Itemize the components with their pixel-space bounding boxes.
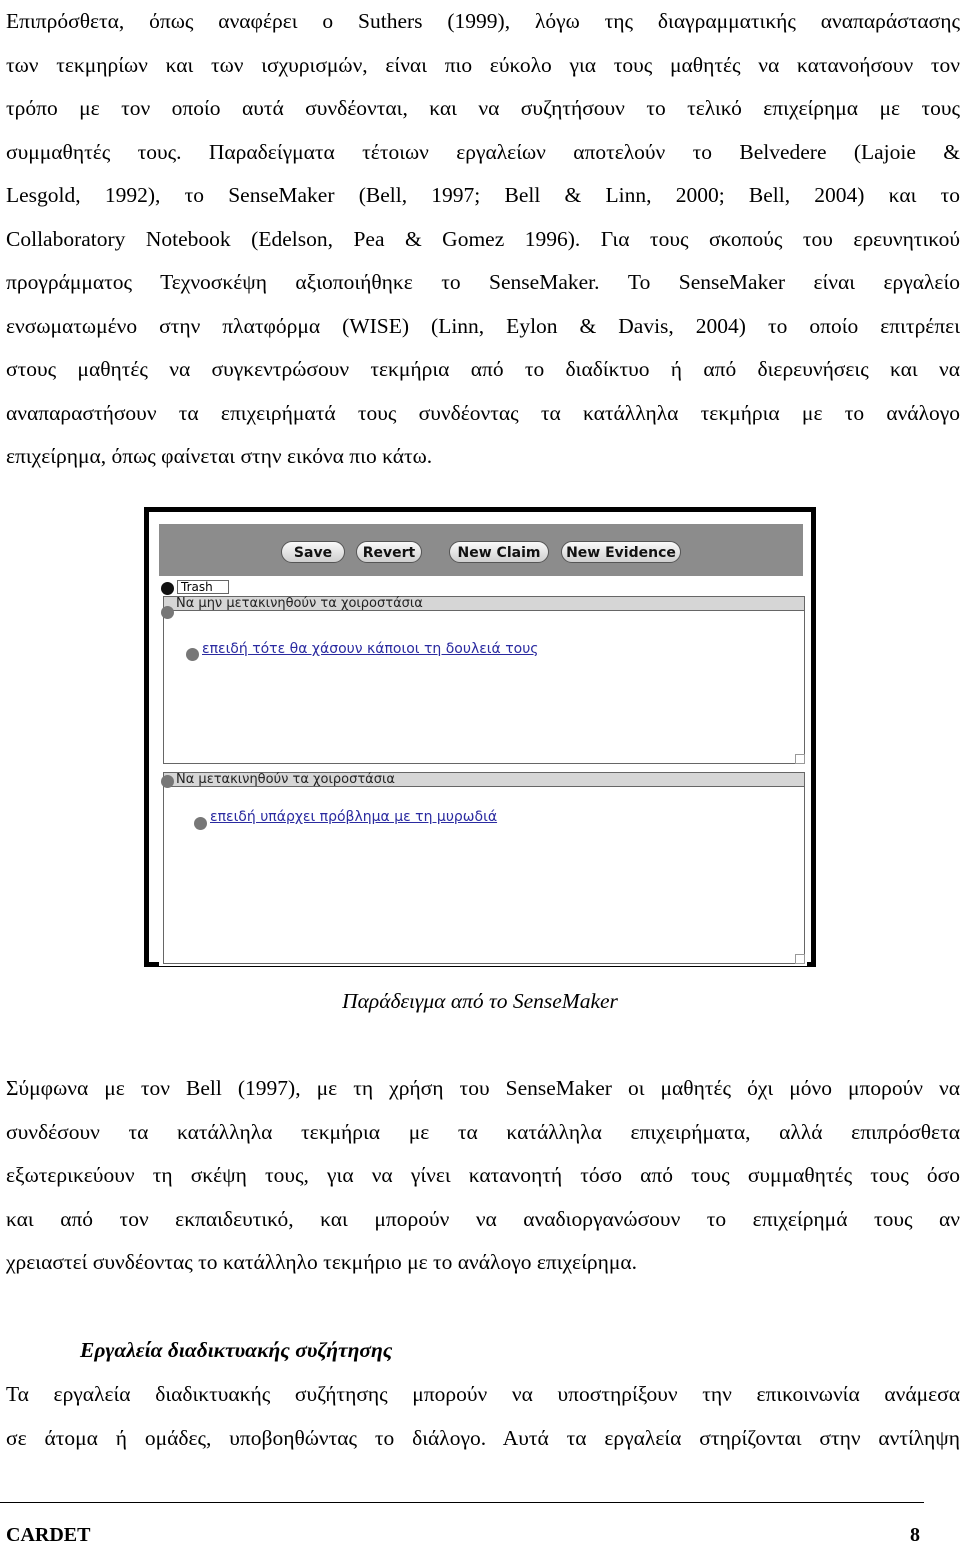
- text-line: των τεκμηρίων και των ισχυρισμών, είναι πιο εύκολο για τους μαθητές να κατανοήσουν τον: [6, 52, 960, 77]
- trash-dot-icon[interactable]: [161, 582, 174, 595]
- new-claim-button[interactable]: New Claim: [449, 541, 549, 563]
- footer-divider: [0, 1502, 924, 1503]
- claim-dot-icon[interactable]: [161, 775, 174, 788]
- claim-title[interactable]: Να μην μετακινηθούν τα χοιροστάσια: [164, 597, 804, 611]
- new-evidence-button[interactable]: New Evidence: [561, 541, 681, 563]
- text-line: προγράμματος Τεχνοσκέψη αξιοποιήθηκε το SenseMaker. Το SenseMaker είναι εργαλείο: [6, 270, 960, 294]
- claim-box[interactable]: [163, 596, 805, 764]
- text-line: συνδέσουν τα κατάλληλα τεκμήρια με τα κατάλληλα επιχειρήματα, αλλά επιπρόσθετα: [6, 1119, 960, 1144]
- revert-button[interactable]: Revert: [356, 541, 422, 563]
- evidence-dot-icon[interactable]: [194, 817, 207, 830]
- text-line: Σύμφωνα με τον Bell (1997), με τη χρήση του SenseMaker οι μαθητές όχι μόνο μπορούν να: [6, 1076, 960, 1100]
- text-line: Επιπρόσθετα, όπως αναφέρει ο Suthers (1999), λόγω της διαγραμματικής αναπαράστασης: [6, 9, 960, 33]
- text-line: αναπαραστήσουν τα επιχειρήματά τους συνδέοντας τα κατάλληλα τεκμήρια με το ανάλογο: [6, 400, 960, 425]
- sensemaker-canvas: [159, 576, 807, 966]
- save-button[interactable]: Save: [281, 541, 345, 563]
- claim-box[interactable]: [163, 772, 805, 964]
- page-number: 8: [910, 1524, 920, 1546]
- section-heading: Εργαλεία διαδικτυακής συζήτησης: [80, 1338, 393, 1362]
- resize-handle[interactable]: [795, 754, 805, 764]
- evidence-dot-icon[interactable]: [186, 648, 199, 661]
- evidence-link[interactable]: επειδή υπάρχει πρόβλημα με τη μυρωδιά: [210, 809, 498, 825]
- text-line: σε άτομα ή ομάδες, υποβοηθώντας το διάλογο. Αυτά τα εργαλεία στηρίζονται στην αντίληψη: [6, 1425, 960, 1450]
- resize-handle[interactable]: [795, 954, 805, 964]
- sensemaker-screenshot: [144, 507, 816, 967]
- text-line: Lesgold, 1992), το SenseMaker (Bell, 1997; Bell & Linn, 2000; Bell, 2004) και το: [6, 183, 960, 207]
- text-line: χρειαστεί συνδέοντας το κατάλληλο τεκμήριο με το ανάλογο επιχείρημα.: [6, 1250, 637, 1274]
- evidence-link[interactable]: επειδή τότε θα χάσουν κάποιοι τη δουλειά τους: [202, 641, 539, 657]
- paragraph-1: [6, 0, 960, 479]
- text-line: Τα εργαλεία διαδικτυακής συζήτησης μπορούν να υποστηρίξουν την επικοινωνία ανάμεσα: [6, 1382, 960, 1406]
- text-line: επιχείρημα, όπως φαίνεται στην εικόνα πιο κάτω.: [6, 444, 433, 468]
- text-line: ενσωματωμένο στην πλατφόρμα (WISE) (Linn, Eylon & Davis, 2004) το οποίο επιτρέπει: [6, 313, 960, 338]
- text-line: Collaboratory Notebook (Edelson, Pea & Gomez 1996). Για τους σκοπούς του ερευνητικού: [6, 226, 960, 251]
- paragraph-2: [6, 1067, 960, 1285]
- text-line: τρόπο με τον οποίο αυτά συνδέονται, και να συζητήσουν το τελικό επιχείρημα με τους: [6, 96, 960, 120]
- text-line: στους μαθητές να συγκεντρώσουν τεκμήρια από το διαδίκτυο ή από διερευνήσεις και να: [6, 357, 960, 381]
- paragraph-3: [6, 1373, 960, 1460]
- text-line: και από τον εκπαιδευτικό, και μπορούν να αναδιοργανώσουν το επιχείρημά τους αν: [6, 1206, 960, 1231]
- claim-title[interactable]: Να μετακινηθούν τα χοιροστάσια: [164, 773, 804, 787]
- text-line: συμμαθητές τους. Παραδείγματα τέτοιων εργαλείων αποτελούν το Belvedere (Lajoie &: [6, 139, 960, 164]
- claim-dot-icon[interactable]: [161, 606, 174, 619]
- figure-caption: Παράδειγμα από το SenseMaker: [342, 989, 618, 1013]
- text-line: εξωτερικεύουν τη σκέψη τους, για να γίνει κατανοητή τόσο από τους συμμαθητές τους όσο: [6, 1163, 960, 1187]
- trash-label[interactable]: Trash: [177, 580, 229, 594]
- footer-organization: CARDET: [6, 1524, 91, 1546]
